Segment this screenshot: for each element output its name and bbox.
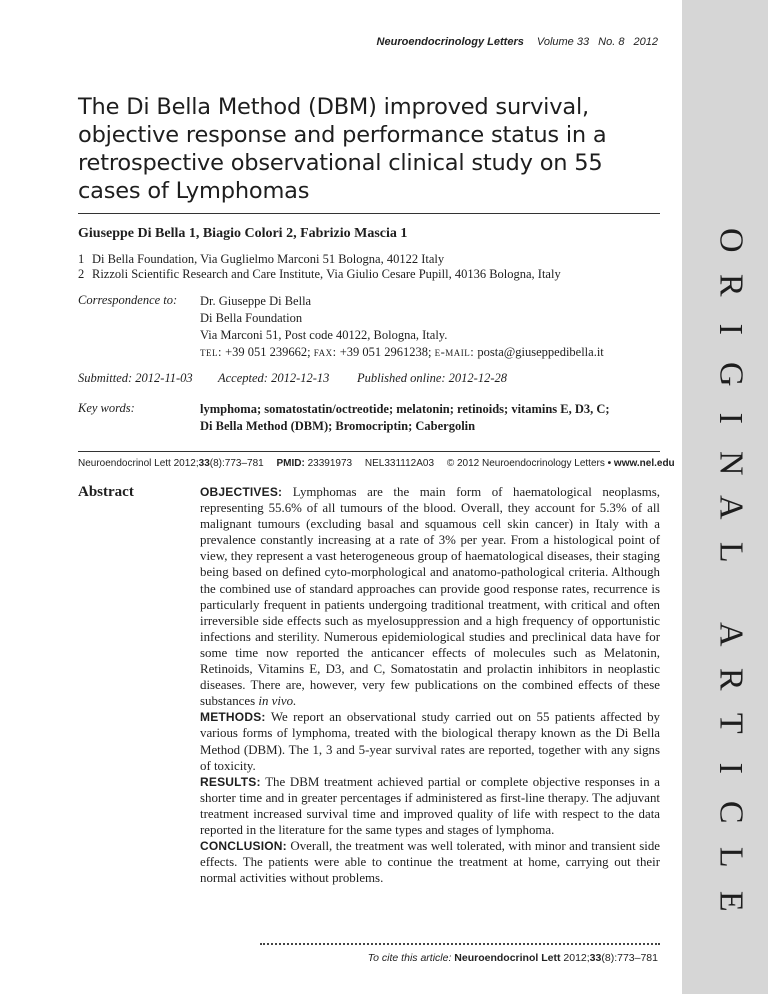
journal-number: No. 8 <box>598 36 625 48</box>
keywords-rule <box>78 451 660 452</box>
side-letter: R <box>712 273 750 297</box>
side-letter: G <box>712 361 750 387</box>
abstract-methods: METHODS: We report an observational study carried out on 55 patients affected by various forms of lymphoma, treated with the biological therapy known as the Di Bella Method (DBM). The 1, 3 and 5-year survival rates are reported, together with any signs of toxicity. <box>200 710 660 773</box>
correspondence-block: Dr. Giuseppe Di Bella Di Bella Foundation Via Marconi 51, Post code 40122, Bologna, Italy. tel: +39 051 239662; fax: +39 051 2961238; e-mail: posta@giuseppedibella.it <box>200 294 604 359</box>
submitted-date: Submitted: 2012-11-03 <box>78 371 193 385</box>
side-letter: T <box>712 712 750 734</box>
side-letter: A <box>712 494 750 520</box>
abstract-objectives: OBJECTIVES: Lymphomas are the main form of haematological neoplasms, representing 55.6% of all tumours of the blood. Overall, they account for 5.3% of all malignant tumours (excluding basal and squamous cell skin cancer) in Italy with a prevalence constantly increasing at a rate of 3% per year. From a histological point of view, they represent a vast heterogeneous group of haematological diseases, their staging being based on defined cyto-morphological and anatomo-pathological criteria. Although the combined use of standard approaches can provide good response rates, recurrence is particularly frequent in patients undergoing traditional treatment, with critical and often irreversible side effects such as myelosuppression and a high frequency of opportunistic infections and sterility. Numerous epidemiological studies and preclinical data have for some time now reported the anticancer effects of molecules such as Melatonin, Retinoids, Vitamins E, D3, and C, Somatostatin and prolactin inhibitors in neoplastic diseases. There are, however, very few publications on the combined effects of these substances in vivo. <box>200 485 660 709</box>
journal-url-link[interactable]: www.nel.edu <box>613 458 675 469</box>
article-title: The Di Bella Method (DBM) improved survival, objective response and performance status in a retrospective observational clinical study on 55 cases of Lymphomas <box>78 94 607 204</box>
side-letter: C <box>712 800 750 824</box>
abstract-results: RESULTS: The DBM treatment achieved partial or complete objective responses in a shorter time and in greater percentages if administered as first-line therapy. The adjuvant treatment increased survival time and improved quality of life with respect to the data reported in the literature for the same types and stages of lymphoma. <box>200 774 660 837</box>
side-letter: A <box>712 621 750 647</box>
side-letter: N <box>712 450 750 476</box>
published-date: Published online: 2012-12-28 <box>357 371 507 385</box>
side-letter: O <box>712 227 750 253</box>
authors: Giuseppe Di Bella 1, Biagio Colori 2, Fabrizio Mascia 1 <box>78 226 408 241</box>
journal-year: 2012 <box>633 36 658 48</box>
email-link[interactable]: posta@giuseppedibella.it <box>477 345 604 359</box>
journal-volume: Volume 33 <box>536 36 590 48</box>
keywords-label: Key words: <box>78 401 135 415</box>
side-letter: I <box>712 323 750 335</box>
keywords: lymphoma; somatostatin/octreotide; melatonin; retinoids; vitamins E, D3, C; Di Bella Method (DBM); Bromocriptin; Cabergolin <box>200 402 610 433</box>
journal-header <box>377 36 658 48</box>
side-letter: I <box>712 412 750 424</box>
side-letter: L <box>712 541 750 563</box>
abstract-label: Abstract <box>78 484 134 500</box>
affiliation-1: 1 Di Bella Foundation, Via Guglielmo Marconi 51 Bologna, 40122 Italy <box>78 252 445 266</box>
side-letter: I <box>712 762 750 774</box>
correspondence-label: Correspondence to: <box>78 293 178 307</box>
side-letter: R <box>712 667 750 691</box>
title-rule <box>78 213 660 214</box>
abstract-conclusion: CONCLUSION: Overall, the treatment was well tolerated, with minor and transient side effects. The patients were able to continue the treatment at home, carrying out their normal activities without problems. <box>200 839 660 886</box>
journal-name: Neuroendocrinology Letters <box>376 36 524 48</box>
affiliation-2: 2 Rizzoli Scientific Research and Care Institute, Via Giulio Cesare Pupill, 40136 Bologna, Italy <box>78 267 561 281</box>
abstract-body <box>200 484 660 886</box>
side-letter: L <box>712 846 750 868</box>
original-article-label <box>682 0 768 994</box>
accepted-date: Accepted: 2012-12-13 <box>218 371 330 385</box>
side-letter: E <box>712 890 750 912</box>
footer-dotted-rule <box>260 943 660 945</box>
footer-citation: To cite this article: Neuroendocrinol Lett 2012;33(8):773–781 <box>367 952 658 964</box>
citation-line: Neuroendocrinol Lett 2012;33(8):773–781 PMID: 23391973 NEL331112A03 © 2012 Neuroendocrinology Letters • www.nel.edu <box>78 458 675 469</box>
